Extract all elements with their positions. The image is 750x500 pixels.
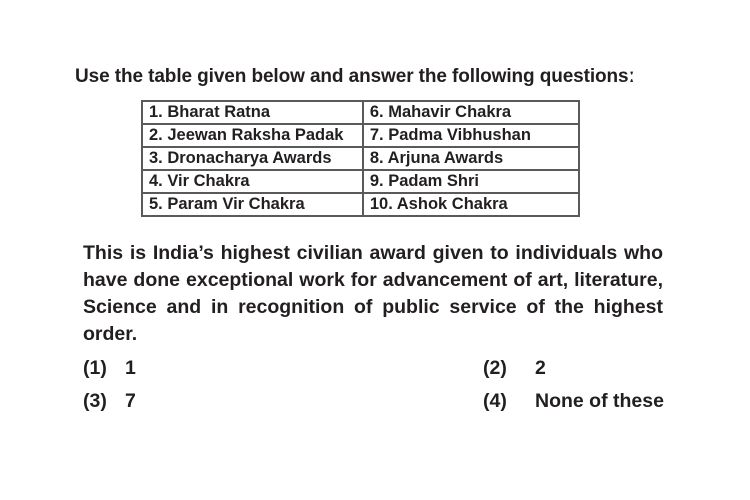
option-number: (4): [483, 390, 507, 412]
option-1[interactable]: [83, 357, 136, 380]
table-row: [142, 101, 579, 124]
table-row: [142, 147, 579, 170]
option-text: 2: [535, 357, 546, 379]
table-cell: 4. Vir Chakra: [142, 170, 363, 193]
table-row: [142, 170, 579, 193]
option-text: 7: [125, 390, 136, 412]
table-row: [142, 124, 579, 147]
table-cell: 2. Jeewan Raksha Padak: [142, 124, 363, 147]
option-2[interactable]: [483, 357, 546, 380]
table-row: [142, 193, 579, 216]
awards-table: [141, 100, 580, 217]
table-cell: 8. Arjuna Awards: [363, 147, 579, 170]
table-cell: 1. Bharat Ratna: [142, 101, 363, 124]
option-text: 1: [125, 357, 136, 379]
option-number: (3): [83, 390, 107, 412]
table-cell: 6. Mahavir Chakra: [363, 101, 579, 124]
table-cell: 3. Dronacharya Awards: [142, 147, 363, 170]
table-cell: 9. Padam Shri: [363, 170, 579, 193]
question-text: This is India’s highest civilian award given to individuals who have done exceptional work for advancement of art, literature, Science and in recognition of public service of the highest order.: [83, 242, 663, 345]
instruction-text: Use the table given below and answer the following questionsː: [75, 66, 635, 87]
table-cell: 10. Ashok Chakra: [363, 193, 579, 216]
option-number: (2): [483, 357, 507, 379]
option-3[interactable]: [83, 390, 136, 413]
option-4[interactable]: [483, 390, 664, 413]
table-cell: 5. Param Vir Chakra: [142, 193, 363, 216]
option-number: (1): [83, 357, 107, 379]
option-text: None of these: [535, 390, 664, 412]
table-cell: 7. Padma Vibhushan: [363, 124, 579, 147]
